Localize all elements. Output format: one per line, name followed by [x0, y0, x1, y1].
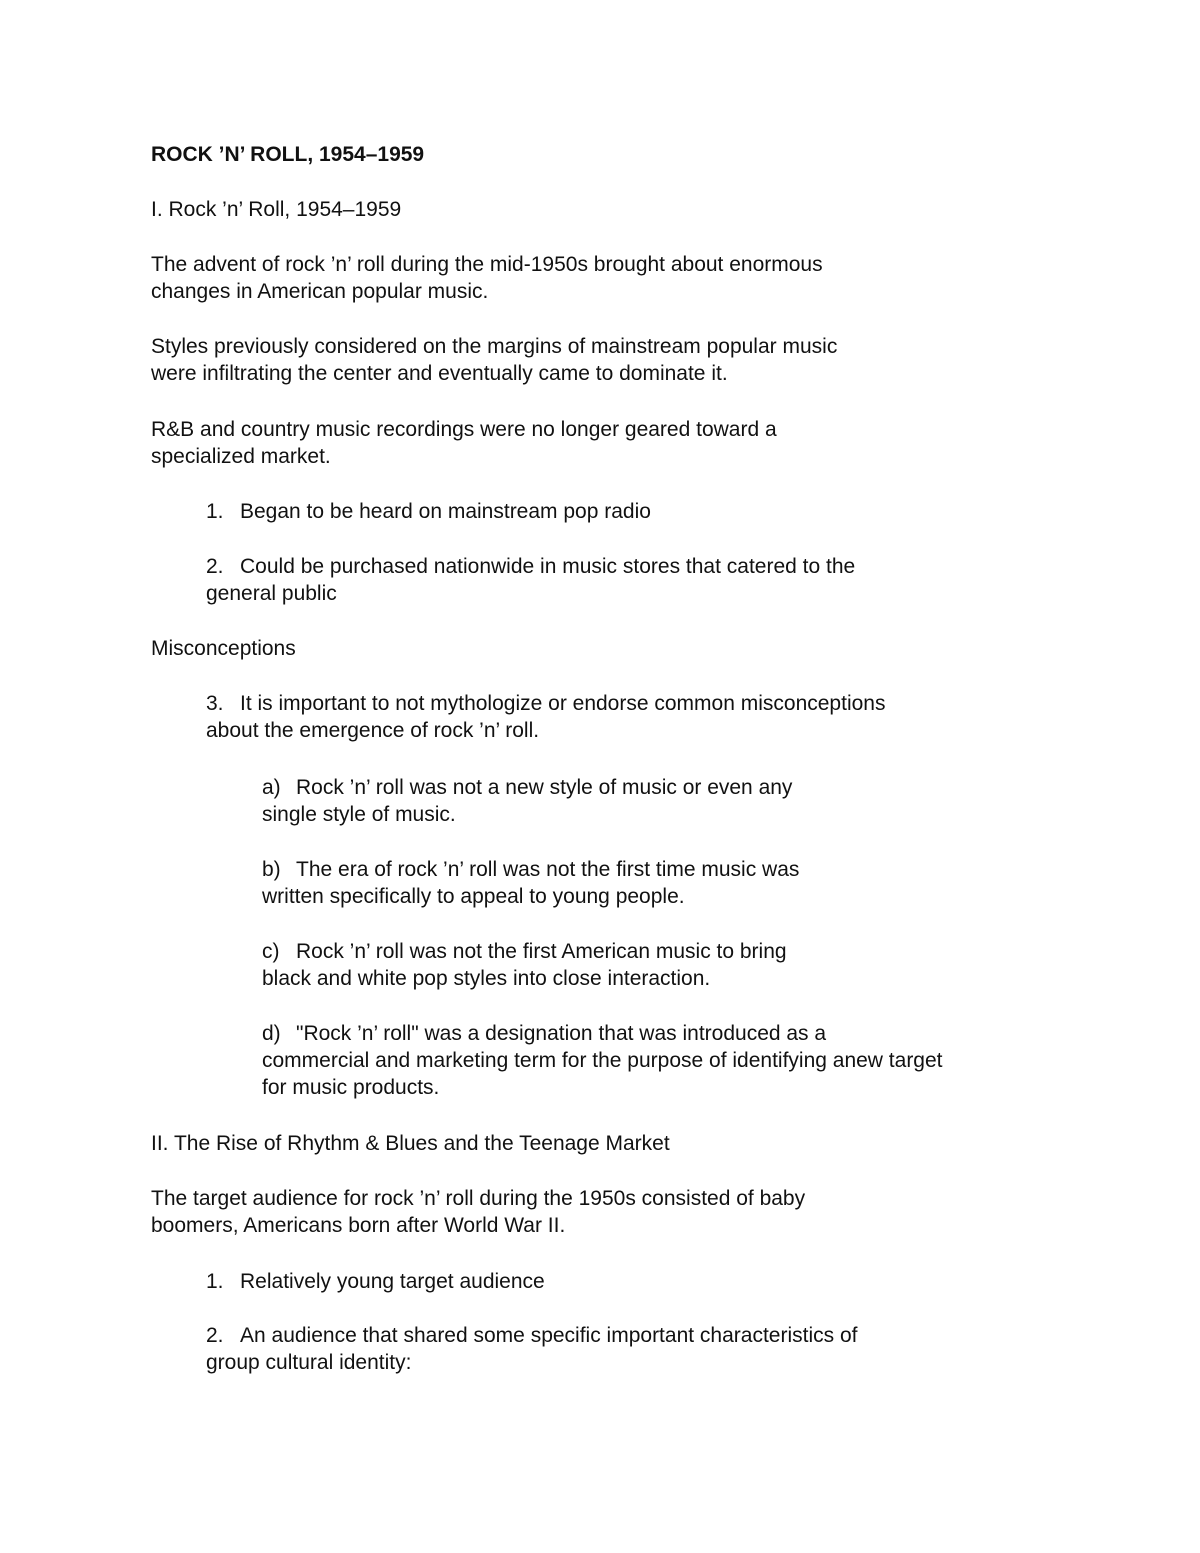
sub-item-b	[262, 856, 799, 910]
paragraph-line: were infiltrating the center and eventually came to dominate it.	[151, 362, 728, 385]
sub-item-letter: c)	[262, 940, 280, 963]
section-1-paragraph-2	[151, 333, 837, 387]
list-item-3	[206, 690, 885, 744]
paragraph-line: The target audience for rock ’n’ roll during the 1950s consisted of baby	[151, 1187, 806, 1210]
section-2-list-item-2	[206, 1322, 857, 1376]
paragraph-line: R&B and country music recordings were no longer geared toward a	[151, 418, 777, 441]
list-number: 3.	[206, 692, 224, 715]
list-item-text: It is important to not mythologize or endorse common misconceptions	[240, 692, 886, 715]
sub-item-c	[262, 938, 787, 992]
list-number: 2.	[206, 555, 224, 578]
list-item-text: Began to be heard on mainstream pop radio	[240, 500, 651, 523]
list-number: 1.	[206, 500, 224, 523]
section-2-heading: II. The Rise of Rhythm & Blues and the Teenage Market	[151, 1132, 670, 1155]
section-1-paragraph-1	[151, 251, 823, 305]
paragraph-line: specialized market.	[151, 445, 331, 468]
list-item-1	[206, 498, 651, 525]
section-1-paragraph-3	[151, 416, 777, 470]
section-2-list-item-1	[206, 1268, 545, 1295]
paragraph-line: Styles previously considered on the margins of mainstream popular music	[151, 335, 838, 358]
list-item-text: Relatively young target audience	[240, 1270, 545, 1293]
section-1-heading: I. Rock ’n’ Roll, 1954–1959	[151, 198, 402, 221]
paragraph-line: boomers, Americans born after World War II.	[151, 1214, 566, 1237]
list-number: 1.	[206, 1270, 224, 1293]
paragraph-line: The advent of rock ’n’ roll during the mid-1950s brought about enormous	[151, 253, 823, 276]
sub-item-letter: a)	[262, 776, 281, 799]
list-item-text: An audience that shared some specific important characteristics of	[240, 1324, 858, 1347]
sub-item-text: Rock ’n’ roll was not the first American music to bring	[296, 940, 787, 963]
document-title: ROCK ’N’ ROLL, 1954–1959	[151, 143, 425, 166]
misconceptions-label: Misconceptions	[151, 637, 296, 660]
sub-item-text: commercial and marketing term for the purpose of identifying anew target	[262, 1049, 943, 1072]
sub-item-text: The era of rock ’n’ roll was not the first time music was	[296, 858, 800, 881]
sub-item-text: single style of music.	[262, 803, 456, 826]
list-number: 2.	[206, 1324, 224, 1347]
sub-item-a	[262, 774, 792, 828]
paragraph-line: changes in American popular music.	[151, 280, 489, 303]
list-item-text: Could be purchased nationwide in music stores that catered to the	[240, 555, 856, 578]
list-item-text: group cultural identity:	[206, 1351, 412, 1374]
section-2-paragraph-1	[151, 1185, 805, 1239]
sub-item-text: black and white pop styles into close interaction.	[262, 967, 711, 990]
sub-item-text: Rock ’n’ roll was not a new style of music or even any	[296, 776, 793, 799]
sub-item-text: "Rock ’n’ roll" was a designation that was introduced as a	[296, 1022, 827, 1045]
sub-item-text: for music products.	[262, 1076, 440, 1099]
list-item-2	[206, 553, 855, 607]
list-item-text: general public	[206, 582, 337, 605]
sub-item-text: written specifically to appeal to young people.	[262, 885, 685, 908]
sub-item-letter: d)	[262, 1022, 281, 1045]
sub-item-d	[262, 1020, 943, 1101]
list-item-text: about the emergence of rock ’n’ roll.	[206, 719, 540, 742]
sub-item-letter: b)	[262, 858, 281, 881]
